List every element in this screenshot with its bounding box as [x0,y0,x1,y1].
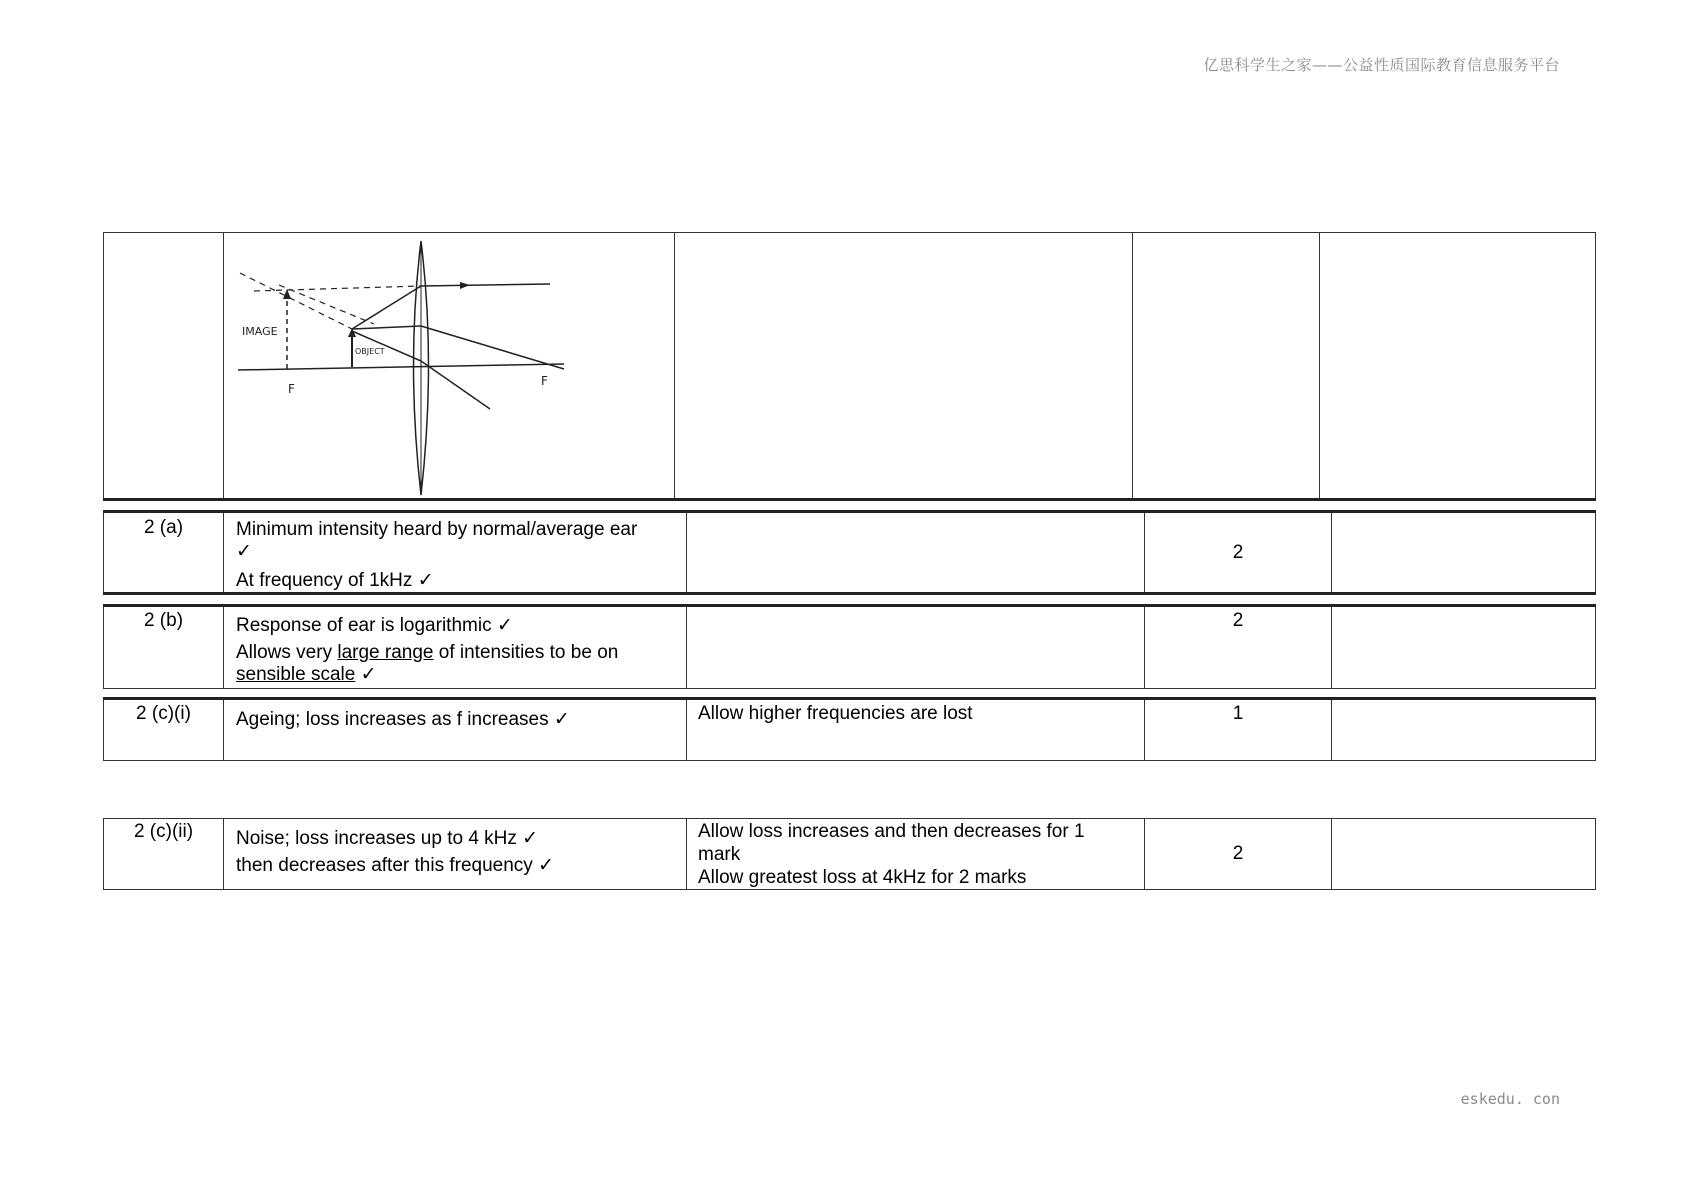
diagram-cell [224,233,675,500]
table-row [104,606,1596,689]
ray-3-to-lens [352,331,421,361]
answer-line: Response of ear is logarithmic ✓ [236,615,513,636]
notes-cell [687,819,1145,890]
virtual-ray-2 [254,286,421,291]
answer-text: Allows very [236,642,338,663]
notes-line: Allow greatest loss at 4kHz for 2 marks [698,867,1027,888]
table-row [104,819,1596,890]
answer-line: Noise; loss increases up to 4 kHz ✓ [236,828,539,849]
marks-cell: 2 [1145,512,1332,594]
notes-line: mark [698,844,741,865]
answer-underlined-text: sensible scale [236,664,356,685]
focal-point-left-label: F [288,382,295,396]
diagram-row [104,233,1596,500]
question-number: 2 (c)(i) [104,699,224,761]
table-row [104,699,1596,761]
answer-text: of intensities to be on [433,642,619,663]
virtual-ray-1 [240,273,352,329]
answer-line: Ageing; loss increases as f increases ✓ [236,709,570,730]
marks-cell: 1 [1145,699,1332,761]
answer-underlined-text: large range [337,642,434,663]
marks-cell: 2 [1145,606,1332,689]
answer-line [236,664,686,686]
answer-line: then decreases after this frequency ✓ [236,855,554,876]
diagram-notes-cell [675,233,1133,500]
table-row [104,512,1596,594]
ray-1-refracted [421,284,550,286]
question-number: 2 (b) [104,606,224,689]
virtual-ray-3 [279,285,374,324]
answer-cell [224,699,687,761]
question-number: 2 (c)(ii) [104,819,224,890]
diagram-table [103,232,1596,501]
question-number: 2 (a) [104,512,224,594]
extra-cell [1332,606,1596,689]
answer-cell [224,512,687,594]
image-label: IMAGE [242,325,278,338]
row-2a-table [103,510,1596,595]
header-site-title: 亿思科学生之家——公益性质国际教育信息服务平台 [1203,56,1560,74]
object-label: OBJECT [355,347,385,356]
row-2b-table [103,604,1596,689]
notes-cell [687,512,1145,594]
diagram-extra-cell [1320,233,1596,500]
row-2cii-table [103,818,1596,890]
notes-line: Allow loss increases and then decreases for 1 [698,821,1085,842]
ray-1-to-lens [352,286,421,329]
notes-cell: Allow higher frequencies are lost [687,699,1145,761]
answer-cell [224,606,687,689]
notes-cell [687,606,1145,689]
extra-cell [1332,699,1596,761]
focal-point-right-label: F [541,374,548,388]
marks-cell: 2 [1145,819,1332,890]
footer-site-url: eskedu. con [1460,1090,1560,1108]
answer-line [236,642,686,664]
answer-tick: ✓ [355,664,377,685]
answer-line: Minimum intensity heard by normal/average ear [236,519,638,540]
extra-cell [1332,512,1596,594]
ray-2-refracted [421,326,564,369]
diagram-question-cell [104,233,224,500]
ray-2-to-lens [352,326,421,329]
answer-tick: ✓ [236,541,252,562]
ray-1-arrow [460,282,470,289]
ray-3-refracted [421,361,490,409]
diagram-marks-cell [1133,233,1320,500]
extra-cell [1332,819,1596,890]
row-2ci-table [103,697,1596,761]
answer-cell [224,819,687,890]
lens-ray-diagram [224,233,674,498]
answer-line: At frequency of 1kHz ✓ [236,570,434,591]
